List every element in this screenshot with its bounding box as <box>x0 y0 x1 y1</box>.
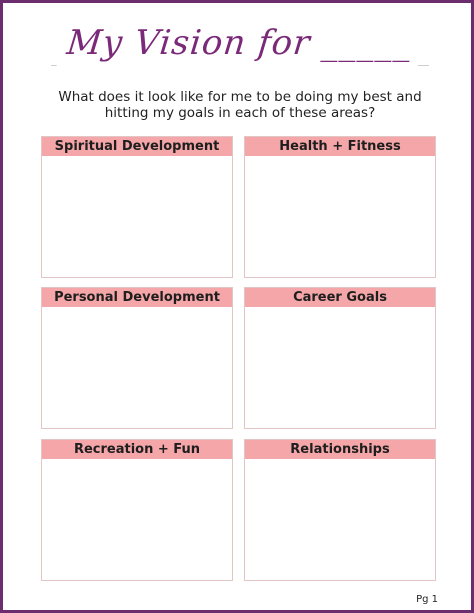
area-box-recreation[interactable] <box>41 439 233 581</box>
area-header-spiritual: Spiritual Development <box>42 137 232 156</box>
title-area <box>3 11 474 81</box>
area-box-spiritual[interactable] <box>41 136 233 278</box>
area-header-relationships: Relationships <box>245 440 435 459</box>
area-header-career: Career Goals <box>245 288 435 307</box>
page-title: My Vision for _____ <box>56 11 424 75</box>
prompt-text: What does it look like for me to be doing my best and hitting my goals in each of these areas? <box>58 89 422 121</box>
area-box-health[interactable] <box>244 136 436 278</box>
area-box-relationships[interactable] <box>244 439 436 581</box>
area-header-health: Health + Fitness <box>245 137 435 156</box>
area-box-career[interactable] <box>244 287 436 429</box>
area-header-recreation: Recreation + Fun <box>42 440 232 459</box>
page-number: Pg 1 <box>416 594 438 605</box>
area-header-personal: Personal Development <box>42 288 232 307</box>
area-box-personal[interactable] <box>41 287 233 429</box>
